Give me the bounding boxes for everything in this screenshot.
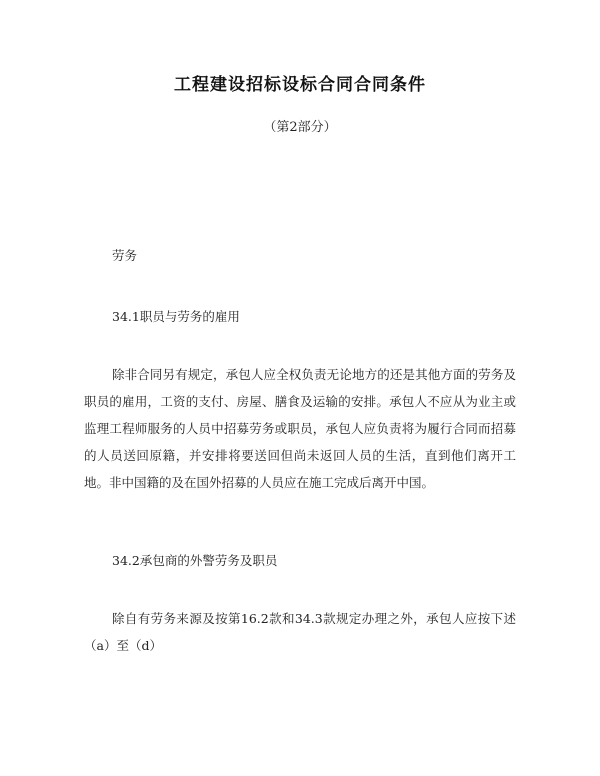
section-heading-labor: 劳务: [112, 248, 138, 263]
clause-heading-34-1: 34.1职员与劳务的雇用: [112, 309, 240, 324]
document-title: 工程建设招标设标合同合同条件: [174, 75, 426, 95]
clause-text-34-1: 除非合同另有规定，承包人应全权负责无论地方的还是其他方面的劳务及职员的雇用，工资的支付、房屋、膳食及运输的安排。承包人不应从为业主或监理工程师服务的人员中招募劳务或职员，承包人应负责将为履行合同而招募的人员送回原籍，并安排将要送回但尚未返回人员的生活，直到他们离开工地。非中国籍的及在国外招募的人员应在施工完成后离开中国。: [84, 367, 516, 490]
document-subtitle: （第2部分）: [263, 120, 337, 135]
clause-text-34-2: 除自有劳务来源及按第16.2款和34.3款规定办理之外，承包人应按下述（a）至（d）: [84, 611, 516, 653]
clause-heading-34-2: 34.2承包商的外警劳务及职员: [112, 553, 278, 568]
